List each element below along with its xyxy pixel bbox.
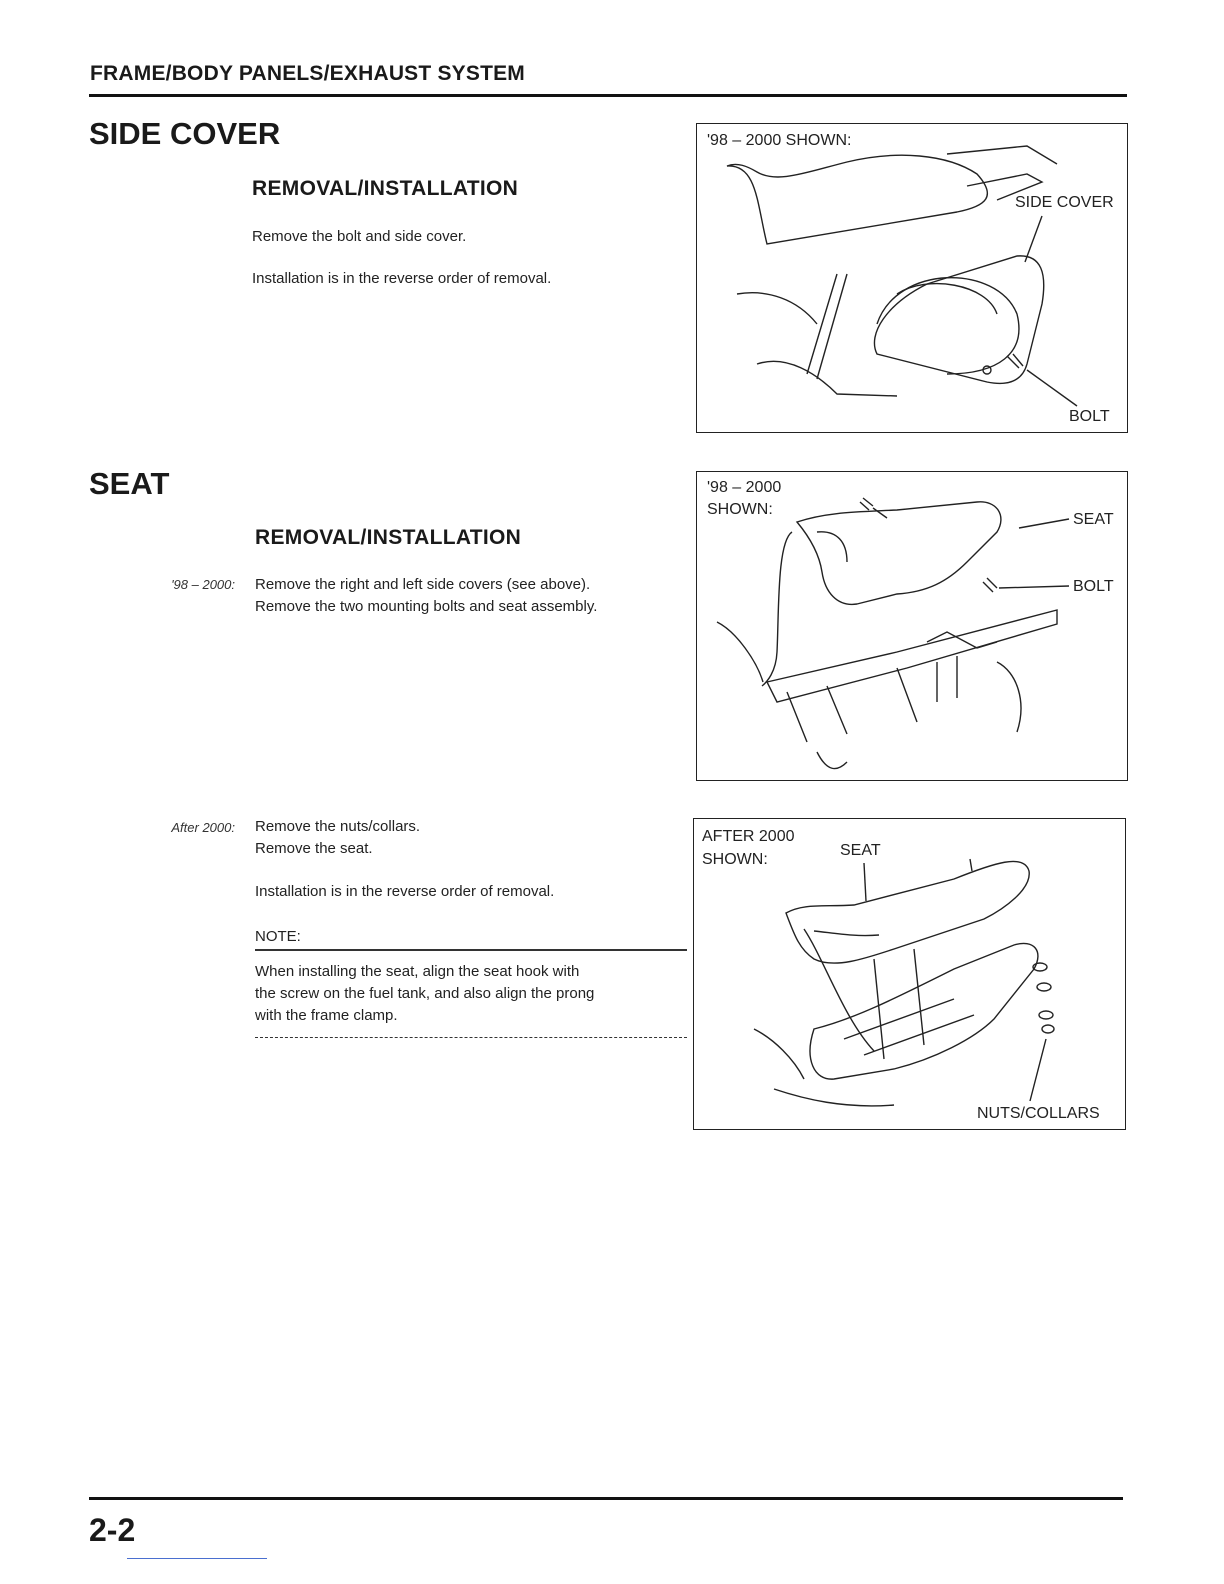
footer-rule [89, 1497, 1123, 1500]
seat-late-figure [693, 818, 1126, 1130]
side-cover-figure-caption: '98 – 2000 SHOWN: [707, 132, 852, 149]
bolt-label: BOLT [1073, 578, 1114, 595]
bolt-label: BOLT [1069, 408, 1110, 425]
seat-early-caption-line-2: SHOWN: [707, 501, 773, 518]
early-model-label: '98 – 2000: [171, 577, 235, 592]
note-label: NOTE: [255, 928, 301, 945]
seat-early-caption-line-1: '98 – 2000 [707, 479, 782, 496]
nuts-collars-label: NUTS/COLLARS [977, 1105, 1100, 1122]
side-cover-drawing [727, 146, 1077, 406]
note-bottom-rule [255, 1037, 687, 1038]
note-line-3: with the frame clamp. [255, 1007, 398, 1024]
side-cover-illustration [697, 124, 1127, 432]
note-top-rule [255, 949, 687, 951]
seat-early-step-1: Remove the right and left side covers (see above). [255, 576, 591, 593]
seat-early-step-2: Remove the two mounting bolts and seat assembly. [255, 598, 598, 615]
note-line-1: When installing the seat, align the seat hook with [255, 963, 580, 980]
header-rule [89, 94, 1127, 97]
late-model-label: After 2000: [171, 820, 235, 835]
seat-late-illustration [694, 819, 1125, 1129]
side-cover-title: SIDE COVER [89, 116, 281, 151]
seat-late-step-1: Remove the nuts/collars. [255, 818, 421, 835]
seat-early-illustration [697, 472, 1127, 780]
seat-late-step-2: Remove the seat. [255, 840, 373, 857]
side-cover-label: SIDE COVER [1015, 194, 1114, 211]
side-cover-subtitle: REMOVAL/INSTALLATION [252, 177, 519, 200]
page-header-title: FRAME/BODY PANELS/EXHAUST SYSTEM [90, 62, 526, 85]
side-cover-step-1: Remove the bolt and side cover. [252, 228, 467, 245]
note-line-2: the screw on the fuel tank, and also align the prong [255, 985, 595, 1002]
seat-label: SEAT [840, 842, 881, 859]
side-cover-figure [696, 123, 1128, 433]
side-cover-step-2: Installation is in the reverse order of removal. [252, 270, 552, 287]
seat-late-drawing [754, 859, 1054, 1106]
seat-install-step: Installation is in the reverse order of removal. [255, 883, 555, 900]
seat-subtitle: REMOVAL/INSTALLATION [255, 526, 522, 549]
footer-link-underline [127, 1558, 267, 1559]
seat-early-figure [696, 471, 1128, 781]
seat-label: SEAT [1073, 511, 1114, 528]
seat-late-caption-line-2: SHOWN: [702, 851, 768, 868]
page-number: 2-2 [89, 1512, 136, 1548]
seat-early-drawing [717, 498, 1069, 769]
seat-title: SEAT [89, 466, 170, 501]
seat-late-caption-line-1: AFTER 2000 [702, 828, 795, 845]
